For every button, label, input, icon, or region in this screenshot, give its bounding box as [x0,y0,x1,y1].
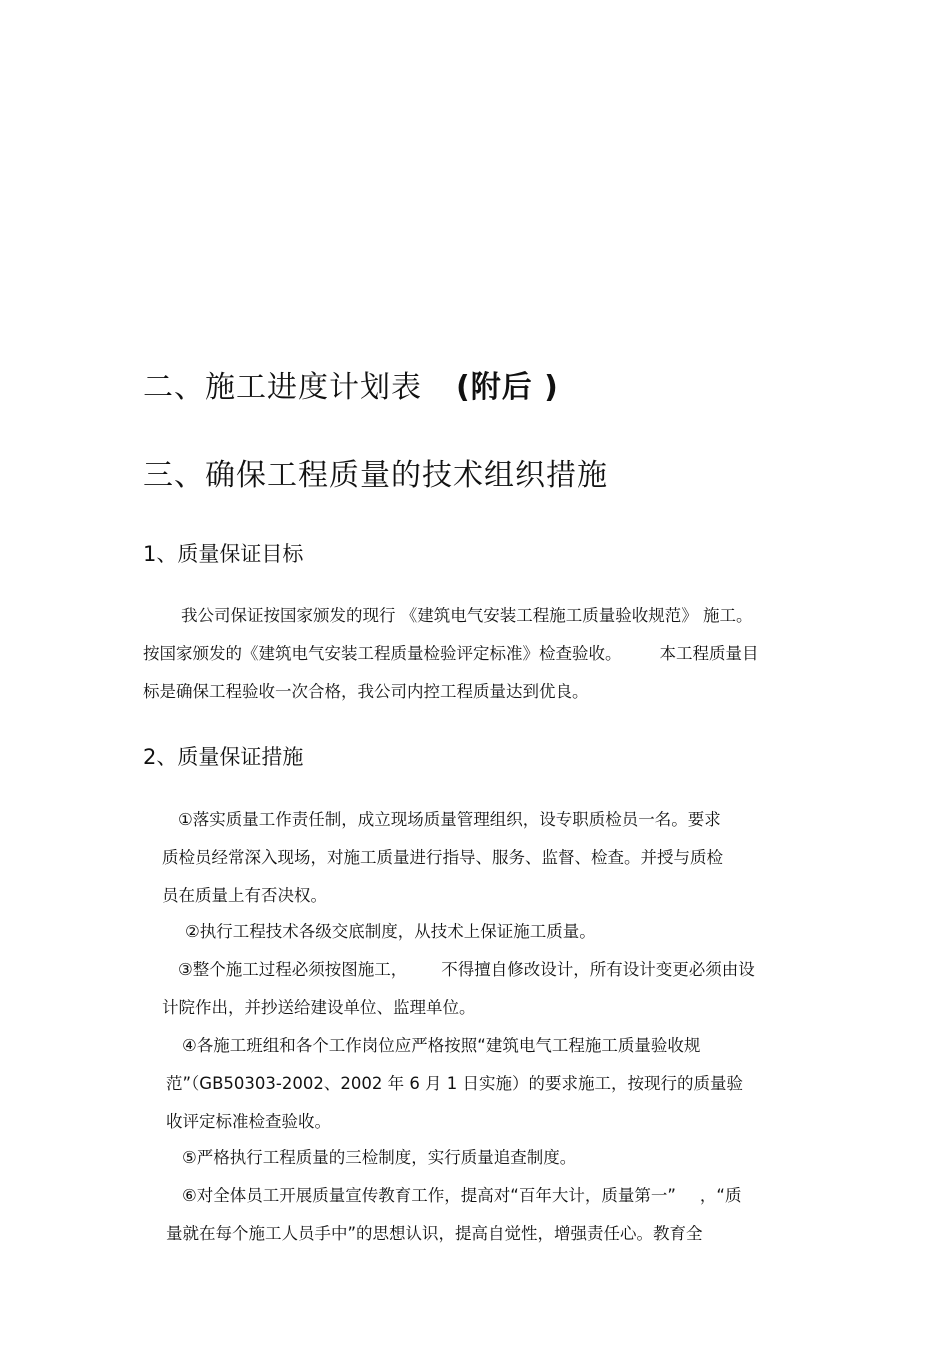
sub-2-line-10: ⑤严格执行工程质量的三检制度，实行质量追查制度。 [182,1148,577,1167]
section-2-title: 二、施工进度计划表 [143,370,422,405]
section-3-heading: 三、确保工程质量的技术组织措施 [143,458,608,493]
sub-2-line-12: 量就在每个施工人员手中”的思想认识，提高自觉性，增强责任心。教育全 [166,1224,703,1243]
sub-2-line-5-tail: 不得擅自修改设计，所有设计变更必须由设 [441,960,755,979]
sub-2-line-5 [178,956,755,980]
sub-2-line-7: ④各施工班组和各个工作岗位应严格按照“建筑电气工程施工质量验收规 [182,1036,701,1055]
sub-2-heading: 2、质量保证措施 [143,745,304,769]
sub-2-line-3: 员在质量上有否决权。 [162,886,327,905]
sub-2-line-6: 计院作出，并抄送给建设单位、监理单位。 [162,998,476,1017]
sub-2-line-8: 范”（GB50303-2002、2002 年 6 月 1 日实施）的要求施工，按现行的质量验 [166,1074,744,1093]
sub-2-line-11-text: ⑥对全体员工开展质量宣传教育工作，提高对“百年大计，质量第一” [182,1186,676,1205]
sub-2-line-5-text: ③整个施工过程必须按图施工， [178,960,408,979]
sub-1-line-2-tail: 本工程质量目 [659,644,759,663]
sub-2-line-11 [182,1182,741,1206]
sub-1-line-3: 标是确保工程验收一次合格，我公司内控工程质量达到优良。 [143,682,589,701]
sub-2-line-11-tail: ，“质 [699,1186,742,1205]
sub-1-line-1: 我公司保证按国家颁发的现行 《建筑电气安装工程施工质量验收规范》 施工。 [181,606,753,625]
section-2-suffix: (附后 ) [456,370,559,405]
sub-2-line-4: ②执行工程技术各级交底制度，从技术上保证施工质量。 [185,922,596,941]
section-2-heading [143,362,559,406]
sub-2-line-2: 质检员经常深入现场，对施工质量进行指导、服务、监督、检查。并授与质检 [162,848,723,867]
sub-2-line-9: 收评定标准检查验收。 [166,1112,331,1131]
sub-1-line-2 [143,640,759,664]
sub-2-line-1: ①落实质量工作责任制，成立现场质量管理组织，设专职质检员一名。要求 [178,810,721,829]
sub-1-heading: 1、质量保证目标 [143,542,304,566]
sub-1-line-2-text: 按国家颁发的《建筑电气安装工程质量检验评定标准》检查验收。 [143,644,622,663]
